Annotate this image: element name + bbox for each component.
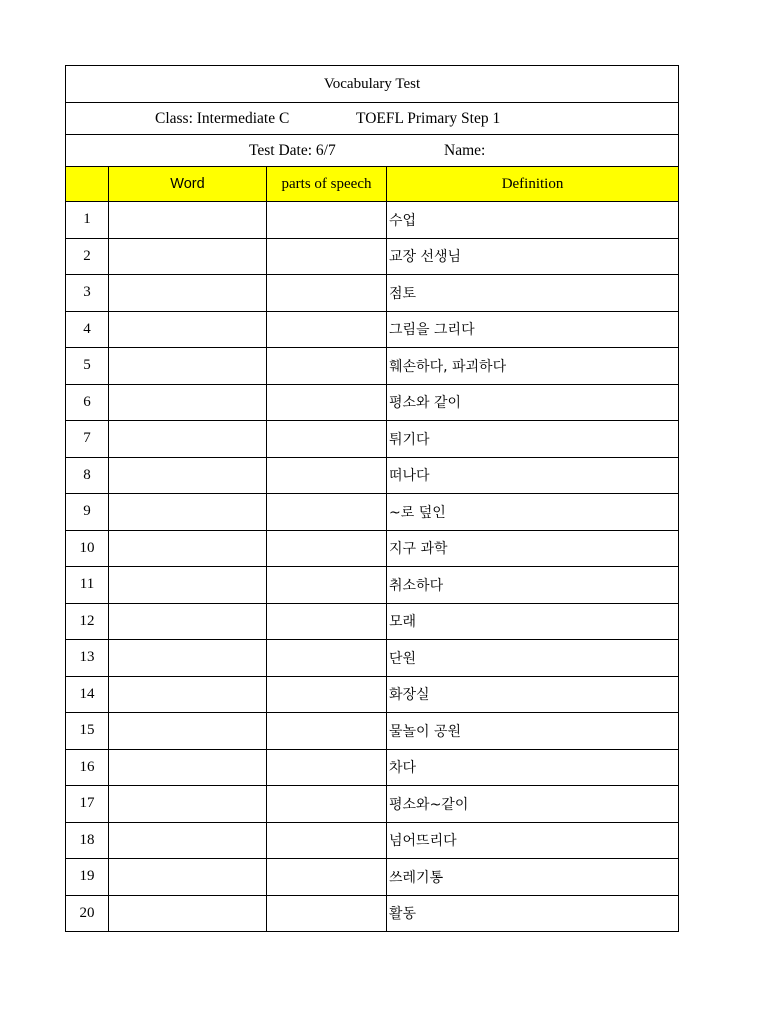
definition-cell: 쓰레기통 (387, 859, 679, 896)
word-answer-cell[interactable] (109, 567, 267, 604)
word-answer-cell[interactable] (109, 786, 267, 823)
definition-cell: 평소와~같이 (387, 786, 679, 823)
class-info-row (66, 103, 679, 135)
row-number: 12 (66, 603, 109, 640)
table-row (66, 457, 679, 494)
pos-answer-cell[interactable] (267, 348, 387, 385)
definition-cell: 단원 (387, 640, 679, 677)
table-row (66, 567, 679, 604)
row-number: 16 (66, 749, 109, 786)
name-label: Name: (444, 141, 486, 159)
definition-cell: 교장 선생님 (387, 238, 679, 275)
pos-answer-cell[interactable] (267, 275, 387, 312)
table-row (66, 530, 679, 567)
row-number: 13 (66, 640, 109, 677)
definition-cell: 그림을 그리다 (387, 311, 679, 348)
pos-answer-cell[interactable] (267, 895, 387, 932)
word-answer-cell[interactable] (109, 202, 267, 239)
pos-answer-cell[interactable] (267, 822, 387, 859)
word-answer-cell[interactable] (109, 822, 267, 859)
definition-cell: 훼손하다, 파괴하다 (387, 348, 679, 385)
word-answer-cell[interactable] (109, 311, 267, 348)
definition-cell: 취소하다 (387, 567, 679, 604)
row-number: 3 (66, 275, 109, 312)
header-parts-of-speech: parts of speech (267, 167, 387, 202)
table-row (66, 494, 679, 531)
pos-answer-cell[interactable] (267, 421, 387, 458)
table-row (66, 822, 679, 859)
word-answer-cell[interactable] (109, 384, 267, 421)
test-date-label: Test Date: 6/7 (249, 141, 336, 159)
word-answer-cell[interactable] (109, 348, 267, 385)
definition-cell: 모래 (387, 603, 679, 640)
word-answer-cell[interactable] (109, 457, 267, 494)
test-title: Vocabulary Test (66, 66, 679, 103)
pos-answer-cell[interactable] (267, 676, 387, 713)
word-answer-cell[interactable] (109, 238, 267, 275)
row-number: 15 (66, 713, 109, 750)
definition-cell: 지구 과학 (387, 530, 679, 567)
header-number (66, 167, 109, 202)
word-answer-cell[interactable] (109, 530, 267, 567)
row-number: 7 (66, 421, 109, 458)
date-name-row (66, 135, 679, 167)
pos-answer-cell[interactable] (267, 786, 387, 823)
header-definition: Definition (387, 167, 679, 202)
word-answer-cell[interactable] (109, 749, 267, 786)
row-number: 17 (66, 786, 109, 823)
row-number: 1 (66, 202, 109, 239)
table-row (66, 859, 679, 896)
table-row (66, 275, 679, 312)
pos-answer-cell[interactable] (267, 457, 387, 494)
definition-cell: 물놀이 공원 (387, 713, 679, 750)
definition-cell: 점토 (387, 275, 679, 312)
table-row (66, 238, 679, 275)
table-row (66, 749, 679, 786)
table-row (66, 676, 679, 713)
pos-answer-cell[interactable] (267, 530, 387, 567)
row-number: 11 (66, 567, 109, 604)
header-row (66, 167, 679, 202)
header-word: Word (109, 167, 267, 202)
pos-answer-cell[interactable] (267, 311, 387, 348)
title-row (66, 66, 679, 103)
pos-answer-cell[interactable] (267, 384, 387, 421)
row-number: 6 (66, 384, 109, 421)
table-row (66, 202, 679, 239)
table-row (66, 603, 679, 640)
pos-answer-cell[interactable] (267, 713, 387, 750)
table-row (66, 348, 679, 385)
definition-cell: 떠나다 (387, 457, 679, 494)
row-number: 2 (66, 238, 109, 275)
vocabulary-test-table (65, 65, 679, 932)
row-number: 18 (66, 822, 109, 859)
word-answer-cell[interactable] (109, 421, 267, 458)
table-row (66, 384, 679, 421)
series-label: TOEFL Primary Step 1 (356, 109, 501, 127)
definition-cell: 평소와 같이 (387, 384, 679, 421)
table-row (66, 895, 679, 932)
definition-cell: 넘어뜨리다 (387, 822, 679, 859)
word-answer-cell[interactable] (109, 859, 267, 896)
definition-cell: 화장실 (387, 676, 679, 713)
table-row (66, 640, 679, 677)
row-number: 10 (66, 530, 109, 567)
table-row (66, 786, 679, 823)
pos-answer-cell[interactable] (267, 202, 387, 239)
table-row (66, 311, 679, 348)
pos-answer-cell[interactable] (267, 640, 387, 677)
row-number: 8 (66, 457, 109, 494)
word-answer-cell[interactable] (109, 275, 267, 312)
definition-cell: 차다 (387, 749, 679, 786)
word-answer-cell[interactable] (109, 603, 267, 640)
pos-answer-cell[interactable] (267, 603, 387, 640)
row-number: 14 (66, 676, 109, 713)
pos-answer-cell[interactable] (267, 494, 387, 531)
row-number: 20 (66, 895, 109, 932)
table-row (66, 421, 679, 458)
class-label: Class: Intermediate C (155, 109, 290, 127)
word-answer-cell[interactable] (109, 494, 267, 531)
word-answer-cell[interactable] (109, 713, 267, 750)
definition-cell: 활동 (387, 895, 679, 932)
word-answer-cell[interactable] (109, 640, 267, 677)
pos-answer-cell[interactable] (267, 749, 387, 786)
table-row (66, 713, 679, 750)
definition-cell: 튀기다 (387, 421, 679, 458)
definition-cell: ~로 덮인 (387, 494, 679, 531)
word-answer-cell[interactable] (109, 676, 267, 713)
pos-answer-cell[interactable] (267, 859, 387, 896)
row-number: 5 (66, 348, 109, 385)
row-number: 19 (66, 859, 109, 896)
row-number: 4 (66, 311, 109, 348)
definition-cell: 수업 (387, 202, 679, 239)
pos-answer-cell[interactable] (267, 238, 387, 275)
row-number: 9 (66, 494, 109, 531)
pos-answer-cell[interactable] (267, 567, 387, 604)
word-answer-cell[interactable] (109, 895, 267, 932)
